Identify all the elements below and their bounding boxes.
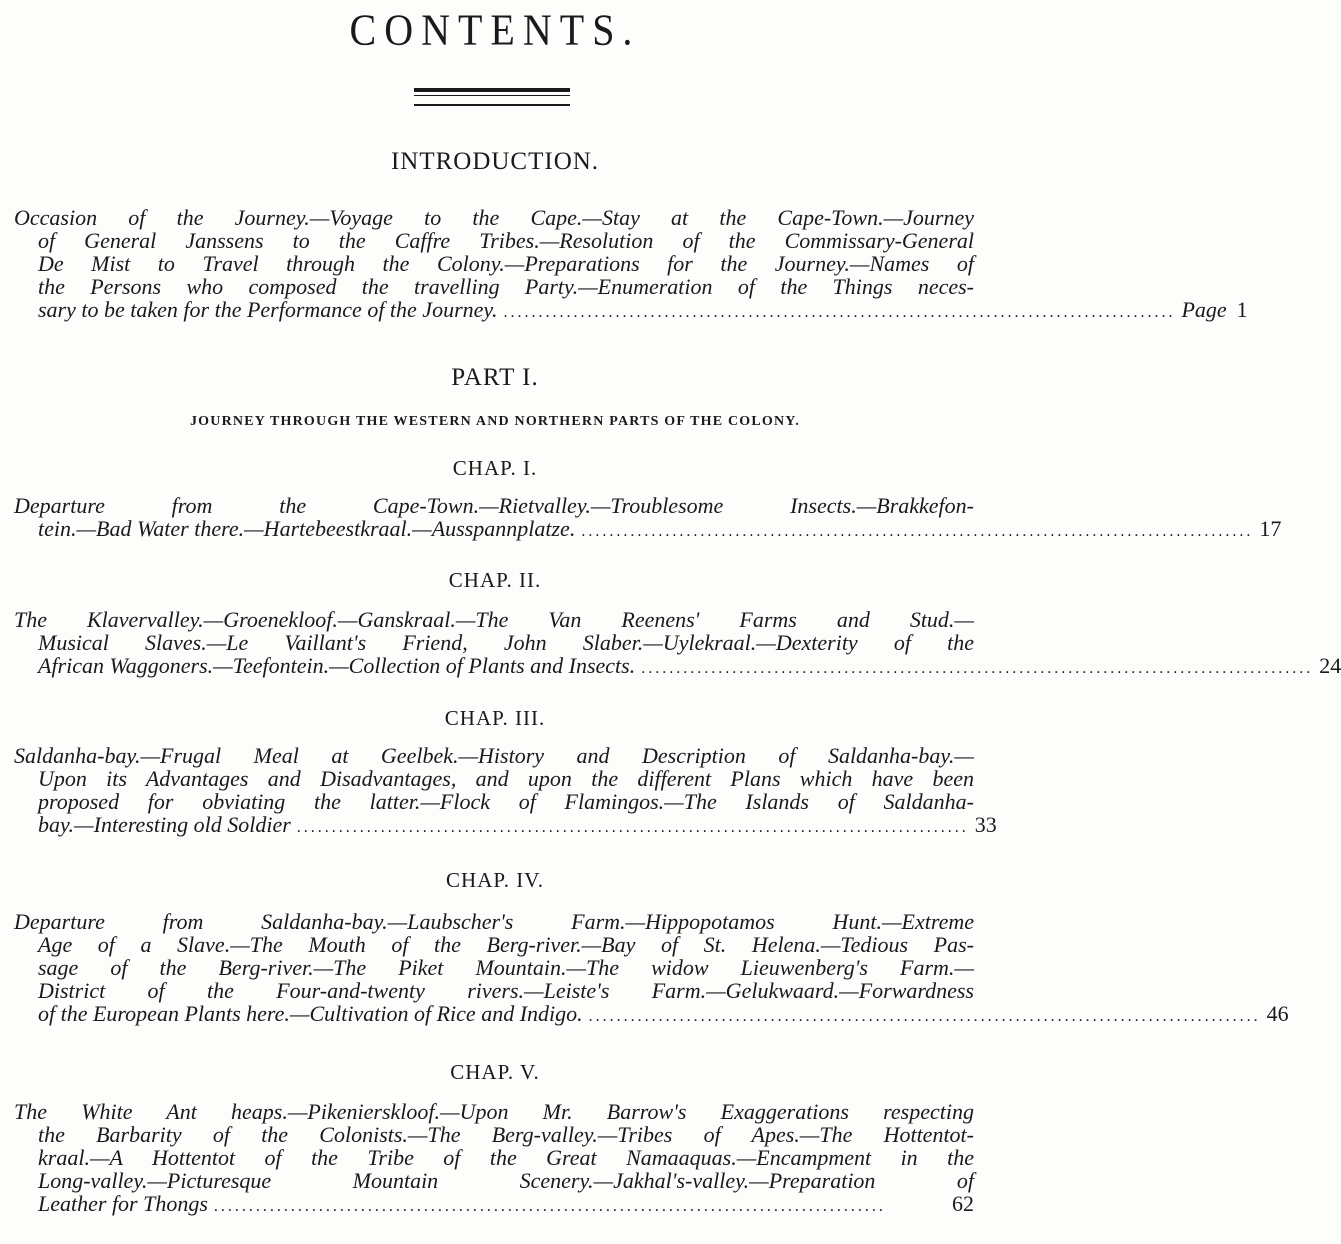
leader-dots: ................................................................................................ bbox=[588, 1008, 1261, 1025]
chapter-entry bbox=[14, 743, 997, 839]
entry-line: Leather for Thongs bbox=[38, 1191, 208, 1216]
chapter-heading: CHAP. V. bbox=[450, 1060, 540, 1084]
entry-line: Upon its Advantages and Disadvantages, and upon the different Plans which have been bbox=[38, 766, 974, 791]
entry-line: African Waggoners.—Teefontein.—Collection of Plants and Insects. bbox=[38, 653, 636, 678]
leader-dots: ................................................................................................ bbox=[581, 523, 1254, 540]
entry-line: kraal.—A Hottentot of the Tribe of the Great Namaaquas.—Encampment in the bbox=[38, 1145, 974, 1170]
entry-last-line bbox=[14, 1001, 1289, 1028]
entry-line: sage of the Berg-river.—The Piket Mountain.—The widow Lieuwenberg's Farm.— bbox=[38, 955, 974, 980]
leader-dots: ................................................................................................ bbox=[503, 304, 1176, 321]
page-number: 46 bbox=[1266, 1001, 1289, 1026]
chapter-heading: CHAP. I. bbox=[452, 456, 538, 480]
entry-last-line bbox=[14, 297, 1248, 324]
chapter-heading: CHAP. IV. bbox=[446, 868, 544, 892]
entry-line: of General Janssens to the Caffre Tribes.—Resolution of the Commissary-General bbox=[38, 228, 974, 253]
entry-line: The Klavervalley.—Groenekloof.—Ganskraal.—The Van Reenens' Farms and Stud.— bbox=[14, 607, 974, 632]
entry-line: of the European Plants here.—Cultivation of Rice and Indigo. bbox=[38, 1001, 583, 1026]
entry-line: proposed for obviating the latter.—Flock of Flamingos.—The Islands of Saldanha- bbox=[38, 789, 974, 814]
page-title: CONTENTS. bbox=[349, 4, 641, 55]
entry-line: Occasion of the Journey.—Voyage to the Cape.—Stay at the Cape-Town.—Journey bbox=[14, 205, 974, 230]
chapter-entry bbox=[14, 1100, 974, 1218]
page-label: Page bbox=[1181, 297, 1227, 322]
entry-line: Departure from the Cape-Town.—Rietvalley.—Troublesome Insects.—Brakkefon- bbox=[14, 493, 974, 518]
chapter-heading: CHAP. III. bbox=[444, 706, 546, 730]
entry-line: tein.—Bad Water there.—Hartebeestkraal.—Ausspannplatze. bbox=[38, 516, 576, 541]
page-number: 33 bbox=[974, 812, 997, 837]
chapter-entry bbox=[14, 607, 1341, 680]
part-subheading: JOURNEY THROUGH THE WESTERN AND NORTHERN PARTS OF THE COLONY. bbox=[189, 414, 801, 429]
entry-line: the Persons who composed the travelling Party.—Enumeration of the Things neces- bbox=[38, 274, 974, 299]
entry-line: Age of a Slave.—The Mouth of the Berg-river.—Bay of St. Helena.—Tedious Pas- bbox=[38, 932, 974, 957]
entry-line: Musical Slaves.—Le Vaillant's Friend, John Slaber.—Uylekraal.—Dexterity of the bbox=[38, 630, 974, 655]
leader-dots: ................................................................................................ bbox=[641, 660, 1314, 677]
introduction-heading: INTRODUCTION. bbox=[390, 148, 600, 175]
entry-line: Departure from Saldanha-bay.—Laubscher's Farm.—Hippopotamos Hunt.—Extreme bbox=[14, 909, 974, 934]
leader-dots: ................................................................................................ bbox=[213, 1198, 886, 1215]
entry-line: Long-valley.—Picturesque Mountain Scenery.—Jakhal's-valley.—Preparation of bbox=[38, 1168, 974, 1193]
entry-line: bay.—Interesting old Soldier bbox=[38, 812, 291, 837]
entry-last-line bbox=[14, 653, 1341, 680]
entry-line: De Mist to Travel through the Colony.—Preparations for the Journey.—Names of bbox=[38, 251, 974, 276]
entry-line: Saldanha-bay.—Frugal Meal at Geelbek.—History and Description of Saldanha-bay.— bbox=[14, 743, 974, 768]
chapter-heading: CHAP. II. bbox=[448, 568, 542, 592]
page-reference bbox=[1181, 298, 1247, 321]
chapter-entry bbox=[14, 909, 1289, 1028]
entry-line: The White Ant heaps.—Pikenierskloof.—Upon Mr. Barrow's Exaggerations respecting bbox=[14, 1099, 974, 1124]
page-number: 62 bbox=[952, 1191, 974, 1216]
page-number: 1 bbox=[1236, 297, 1248, 322]
entry-line: sary to be taken for the Performance of the Journey. bbox=[38, 297, 498, 322]
entry-last-line bbox=[14, 516, 1282, 543]
entry-line: District of the Four-and-twenty rivers.—Leiste's Farm.—Gelukwaard.—Forwardness bbox=[38, 978, 974, 1003]
page-number: 17 bbox=[1259, 516, 1282, 541]
entry-last-line bbox=[14, 812, 997, 839]
part-heading: PART I. bbox=[451, 364, 539, 391]
entry-line: the Barbarity of the Colonists.—The Berg-valley.—Tribes of Apes.—The Hottentot- bbox=[38, 1122, 974, 1147]
introduction-entry bbox=[14, 205, 1248, 324]
title-rule bbox=[414, 88, 570, 106]
page-number: 24 bbox=[1319, 653, 1341, 678]
entry-last-line bbox=[14, 1192, 974, 1218]
leader-dots: ................................................................................................ bbox=[296, 819, 969, 836]
chapter-entry bbox=[14, 493, 1282, 543]
